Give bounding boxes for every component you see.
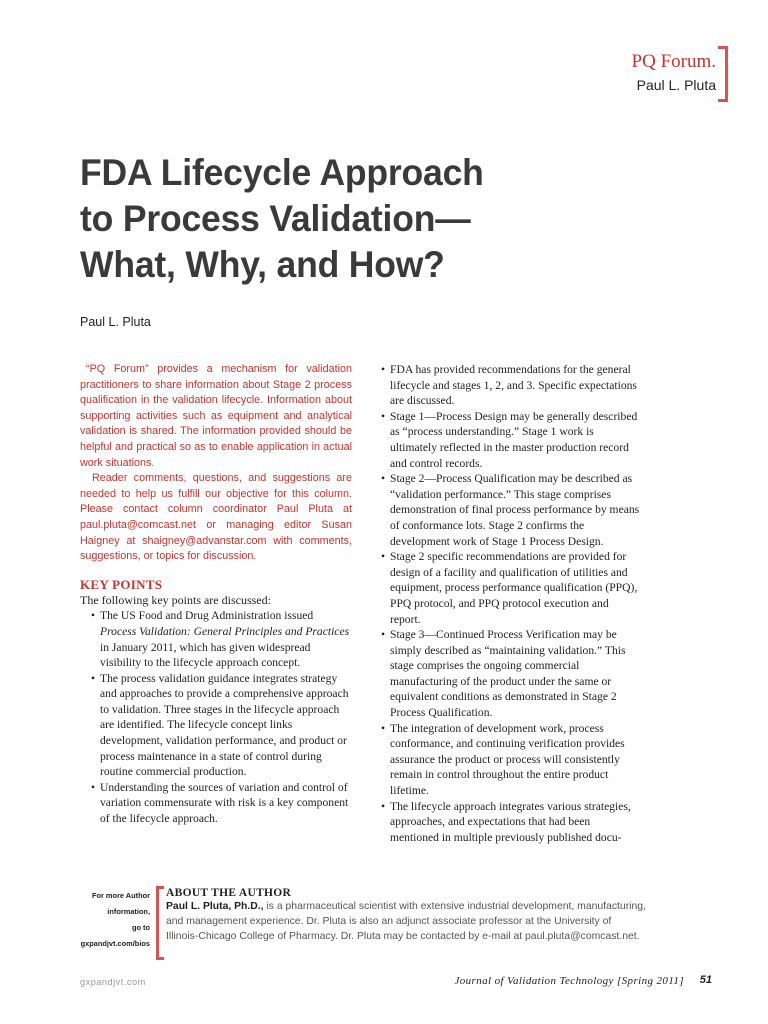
bios-link[interactable]: gxpandjvt.com/bios: [80, 939, 150, 948]
footer-journal: Journal of Validation Technology [Spring 2011]: [454, 975, 684, 987]
right-column: [382, 362, 642, 845]
forum-title-dot: .: [711, 51, 716, 72]
intro-paragraph: “PQ Forum” provides a mechanism for validation practitioners to share information about Stage 2 process qualification in the validation lifecycle. Information about supporting activities such as equipment and analytical validation is shared. The information provided should be helpful and practical so as to enable application in actual work situations.: [80, 363, 352, 469]
note-line: go to: [131, 923, 150, 932]
key-points-intro: The following key points are discussed:: [80, 592, 271, 607]
left-column: [80, 362, 352, 827]
author-name: Paul L. Pluta, Ph.D.,: [166, 901, 264, 912]
bullet-icon: •: [381, 409, 386, 423]
list-item: • Stage 3—Continued Process Verification may be simply described as “maintaining validation.” This stage comprises the ongoing commercial manufacturing of the product under the same or equivalent conditions as demonstrated in Stage 2 Process Qualification.: [381, 628, 626, 720]
forum-block: [632, 50, 716, 96]
list-item: • Understanding the sources of variation and control of variation commensurate with risk is a key component of the lifecycle approach.: [91, 780, 349, 826]
list-item: • The lifecycle approach integrates various strategies, approaches, and expectations that had been mentioned in multiple previously published docu-: [381, 799, 631, 844]
forum-title-text: PQ Forum: [631, 51, 712, 72]
title-line: FDA Lifecycle Approach: [80, 152, 484, 193]
about-author-heading: ABOUT THE AUTHOR: [166, 887, 292, 899]
bullet-icon: •: [91, 609, 96, 623]
bullet-icon: •: [381, 472, 386, 486]
list-item: • FDA has provided recommendations for the general lifecycle and stages 1, 2, and 3. Specific expectations are discussed.: [381, 363, 637, 408]
bullet-icon: •: [91, 671, 96, 685]
author-bracket-decoration: [156, 886, 164, 960]
list-item: • Stage 2 specific recommendations are provided for design of a facility and qualification of utilities and equipment, process performance qualification (PPQ), PPQ protocol, and PPQ protocol execution and report.: [381, 550, 638, 626]
guidance-title: Process Validation: General Principles and Practices: [100, 624, 350, 638]
title-line: to Process Validation—: [80, 198, 471, 239]
key-points-list-right: [381, 362, 642, 845]
bullet-icon: •: [381, 628, 386, 642]
list-item: • The process validation guidance integrates strategy and approaches to provide a comprehensive approach to validation. Three stages in the lifecycle approach are identified. The lifecycle concept links development, validation performance, and product or process maintenance in a state of control during routine commercial production.: [91, 671, 349, 779]
intro-paragraph: Reader comments, questions, and suggestions are needed to help us fulfill our objective for this column. Please contact column coordinator Paul Pluta at paul.pluta@comcast.net or managing editor Susan Haigney at shaigney@advanstar.com with comments, suggestions, or topics for discussion.: [80, 472, 352, 563]
about-author-body: Paul L. Pluta, Ph.D., is a pharmaceutical scientist with extensive industrial development, manufacturing, and management experience. Dr. Pluta is also an adjunct associate professor at the University of Illinois-Chicago College of Pharmacy. Dr. Pluta may be contacted by e-mail at paul.pluta@comcast.net.: [166, 901, 646, 942]
bullet-icon: •: [381, 799, 386, 813]
footer-site-link[interactable]: gxpandjvt.com: [80, 977, 146, 987]
bullet-icon: •: [381, 550, 386, 564]
list-item: • Stage 1—Process Design may be generally described as “process understanding.” Stage 1 work is ultimately reflected in the master production record and control records.: [381, 409, 638, 470]
note-line: For more Author: [91, 891, 150, 900]
intro-box: [80, 362, 352, 565]
about-author: [166, 887, 646, 944]
forum-title: [632, 50, 716, 74]
title-line: What, Why, and How?: [80, 244, 445, 285]
byline: Paul L. Pluta: [80, 315, 151, 329]
author-info-note: [80, 888, 150, 952]
bullet-icon: •: [91, 780, 96, 794]
bullet-icon: •: [381, 721, 386, 735]
forum-bracket-decoration: [718, 46, 728, 102]
article-title: [80, 150, 541, 288]
bullet-icon: •: [381, 363, 386, 376]
list-item: • The US Food and Drug Administration issued Process Validation: General Principles and Practices in January 2011, which has given widespread visibility to the lifecycle approach concept.: [91, 609, 350, 670]
key-points-heading: KEY POINTS: [80, 576, 163, 592]
list-item: • Stage 2—Process Qualification may be described as “validation performance.” This stage comprises demonstration of final process performance by means of conformance lots. Stage 2 confirms the development work of Stage 1 Process Design.: [381, 472, 640, 548]
list-item: • The integration of development work, process conformance, and continuing verification provides assurance the product or process will consistently remain in control throughout the entire product lifetime.: [381, 721, 625, 798]
key-points-list-left: [91, 608, 352, 826]
note-line: information,: [107, 907, 150, 916]
forum-author: Paul L. Pluta: [636, 77, 716, 93]
page-number: 51: [699, 974, 712, 986]
